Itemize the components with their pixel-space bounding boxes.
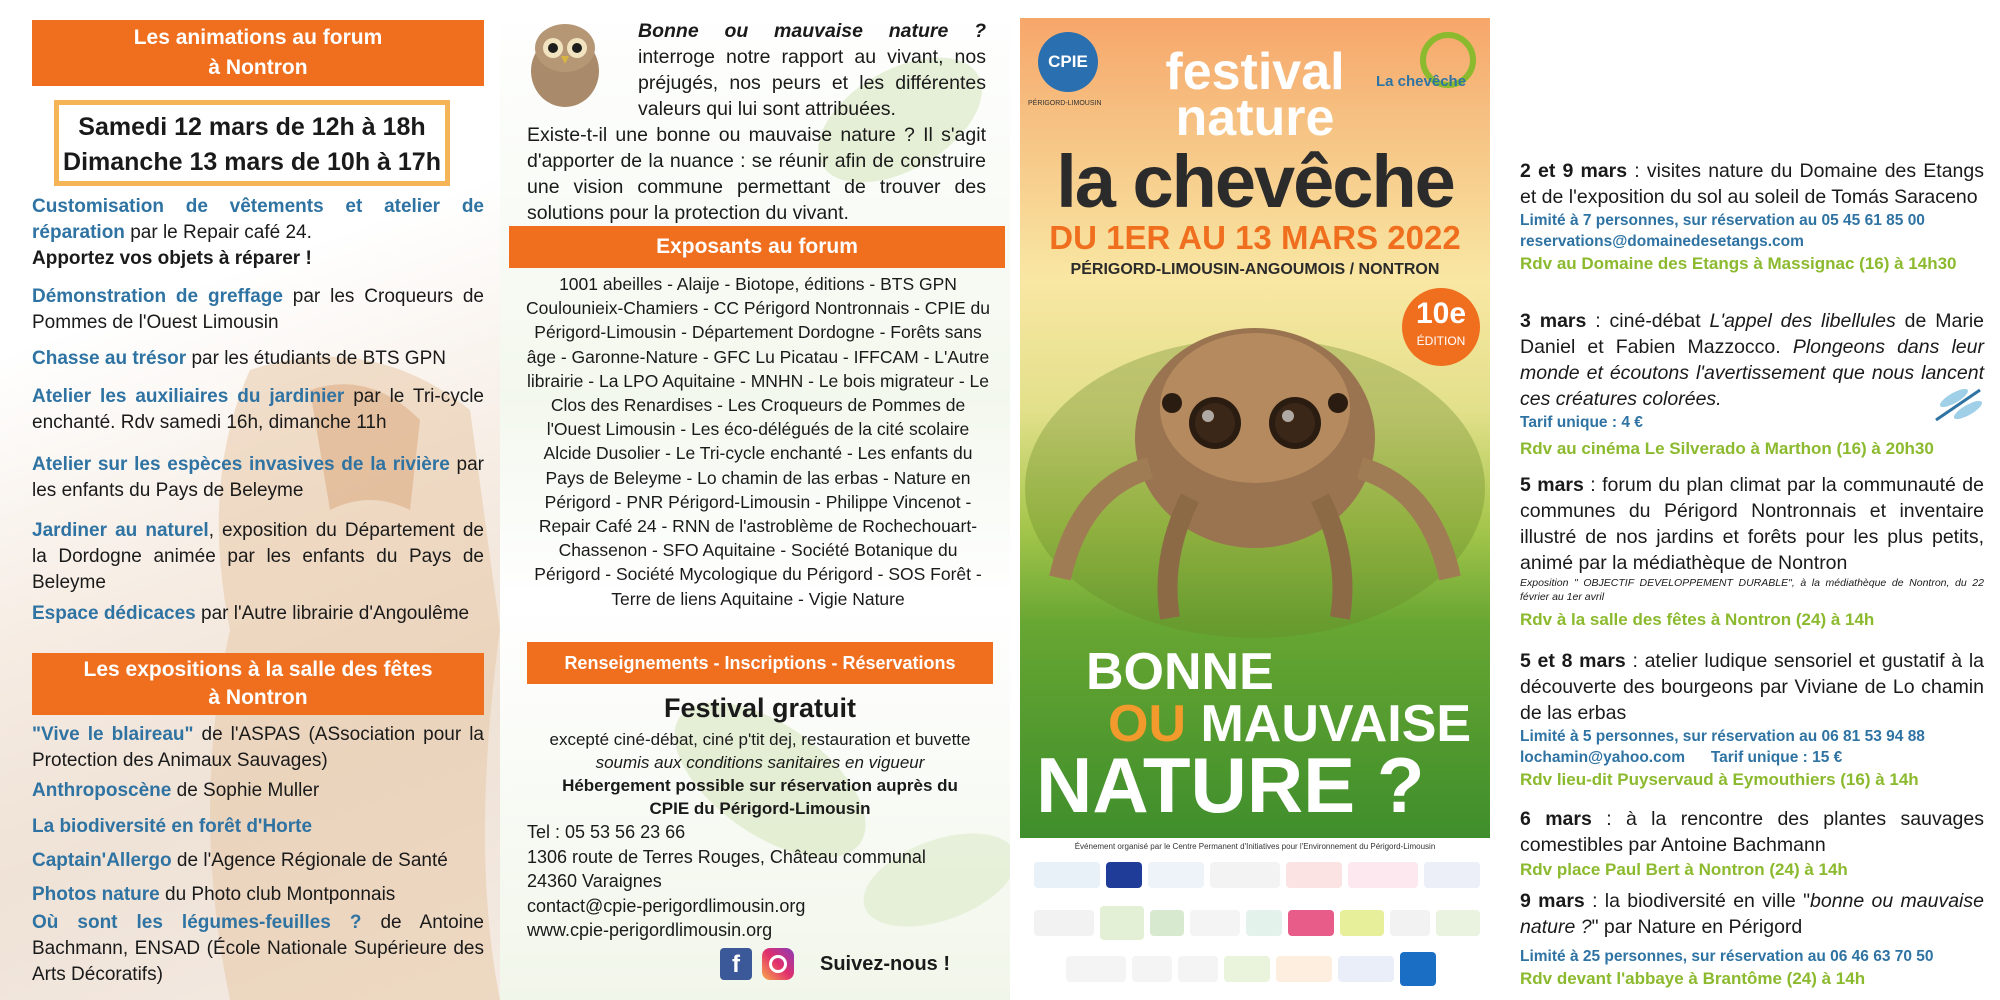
event-desc: : à la rencontre des plantes sauvages comestibles par Antoine Bachmann <box>1520 808 1984 856</box>
event-date: 2 et 9 mars <box>1520 160 1628 182</box>
intro-question: Bonne ou mauvaise nature ? <box>638 20 986 42</box>
event-biodiversite-ville <box>1520 888 1984 990</box>
slogan-mauvaise: MAUVAISE <box>1200 695 1472 753</box>
sciences-avenir-logo <box>1288 910 1334 936</box>
event-exposition-note: Exposition " OBJECTIF DEVELOPPEMENT DURABLE", à la médiathèque de Nontron, du 22 février au 1er avril <box>1520 577 1984 603</box>
biocoop-logo <box>1224 956 1270 982</box>
event-limit: Limité à 7 personnes, sur réservation au 05 45 61 85 00 <box>1520 212 1925 229</box>
event-desc: : ciné-débat <box>1586 310 1710 332</box>
exposition-item-legumes <box>32 910 484 988</box>
event-desc: : visites nature du Domaine des Etangs et de l'exposition du sol au soleil de Tomás Saraceno <box>1520 160 1984 208</box>
prefet-logo <box>1210 862 1280 888</box>
festival-gratuit: Festival gratuit <box>663 693 857 723</box>
fondation-logo <box>1066 956 1126 982</box>
website-link[interactable]: www.cpie-perigordlimousin.org <box>527 920 773 940</box>
animation-title: Jardiner au naturel <box>32 520 209 541</box>
exposition-title: Captain'Allergo <box>32 850 172 871</box>
event-desc: : la biodiversité en ville " <box>1584 890 1810 912</box>
edition-badge: 10e ÉDITION <box>1402 288 1480 366</box>
event-plantes-sauvages <box>1520 806 1984 881</box>
animation-item-auxiliaires <box>32 384 484 436</box>
column-rendezvous <box>1500 0 2000 1000</box>
instagram-icon[interactable] <box>762 948 794 980</box>
forum-hours-sunday: Dimanche 13 mars de 10h à 17h <box>63 148 441 176</box>
nature-word: nature <box>1175 89 1335 147</box>
organizer-note: Événement organisé par le Centre Permanent d'Initiatives pour l'Environnement du Périgord-Limousin <box>1074 842 1436 851</box>
festival-word: festival <box>1165 43 1345 101</box>
event-rdv: Rdv lieu-dit Puyservaud à Eymouthiers (16) à 14h <box>1520 770 1919 789</box>
event-date: 3 mars <box>1520 310 1587 332</box>
animation-item-greffage <box>32 284 484 336</box>
pnr-logo <box>1100 906 1144 940</box>
expositions-header <box>32 653 484 715</box>
animation-desc: par le Tri-cycle enchanté. Rdv samedi 16h, dimanche 11h <box>32 386 485 433</box>
excepte-line: excepté ciné-débat, ciné p'tit dej, restauration et buvette <box>549 730 971 749</box>
point-info-logo <box>1034 862 1100 888</box>
cpie-logo: CPIE <box>1038 32 1098 92</box>
festival-poster <box>1020 18 1490 838</box>
salamandre-logo <box>1276 956 1332 982</box>
event-forum-climat <box>1520 472 1984 631</box>
owl-illustration <box>515 16 615 110</box>
animation-note: Apportez vos objets à réparer ! <box>32 248 312 269</box>
expositions-header-line1: Les expositions à la salle des fêtes <box>83 658 433 681</box>
event-email-link[interactable]: lochamin@yahoo.com Tarif unique : 15 € <box>1520 749 1843 766</box>
exposition-item-blaireau <box>32 722 484 774</box>
slogan-nature: NATURE ? <box>1036 741 1425 829</box>
la-peyrouse-logo <box>1338 956 1394 982</box>
animation-item-dedicaces <box>32 601 484 627</box>
renseignements-banner: Renseignements - Inscriptions - Réservations <box>527 642 993 684</box>
dordogne-logo <box>1348 862 1418 888</box>
event-date: 6 mars <box>1520 808 1592 830</box>
exposition-title: "Vive le blaireau" <box>32 724 194 745</box>
poster-region: PÉRIGORD-LIMOUSIN-ANGOUMOIS / NONTRON <box>1070 261 1440 278</box>
exposition-desc: de Antoine Bachmann, ENSAD (École Nationale Supérieure des Arts Décoratifs) <box>32 912 484 985</box>
nature-logo <box>1150 910 1184 936</box>
exposition-item-anthroposcene <box>32 778 484 804</box>
forum-hours-box <box>54 100 450 186</box>
film-authors: de Marie Daniel et Fabien Mazzocco. <box>1520 310 1984 358</box>
event-rdv: Rdv place Paul Bert à Nontron (24) à 14h <box>1520 860 1848 879</box>
animation-title: Chasse au trésor <box>32 348 187 369</box>
animation-desc: par l'Autre librairie d'Angoulême <box>195 603 470 624</box>
suivez-nous: Suivez-nous ! <box>820 953 951 975</box>
animation-item-invasives <box>32 452 484 504</box>
mnhn-logo <box>1034 910 1094 936</box>
oafs-logo <box>1424 862 1480 888</box>
exposition-item-allergo <box>32 848 484 874</box>
event-price: Tarif unique : 4 € <box>1520 414 1643 431</box>
eu-flag-logo <box>1106 862 1142 888</box>
leader-logo <box>1148 862 1204 888</box>
contact-email-link[interactable]: contact@cpie-perigordlimousin.org <box>527 895 806 916</box>
event-desc: : atelier ludique sensoriel et gustatif à la découverte des bourgeons par Viviane de Lo chamin de las erbas <box>1520 650 1985 724</box>
address-line1: 1306 route de Terres Rouges, Château communal <box>527 846 926 867</box>
exposition-title: Anthroposcène <box>32 780 172 801</box>
event-bourgeons <box>1520 648 1984 791</box>
exposition-desc: de l'ASPAS (ASsociation pour la Protection des Animaux Sauvages) <box>32 724 484 771</box>
hebergement-line2: CPIE du Périgord-Limousin <box>649 799 871 818</box>
slogan-ou: OU <box>1108 695 1186 753</box>
exposition-title: Où sont les légumes-feuilles ? <box>32 912 362 933</box>
animation-title: Démonstration de greffage <box>32 286 283 307</box>
poster-dates: DU 1ER AU 13 MARS 2022 <box>1049 219 1461 256</box>
intro-paragraph <box>638 18 986 122</box>
event-date: 5 et 8 mars <box>1520 650 1626 672</box>
animation-title: Espace dédicaces <box>32 603 196 624</box>
facebook-icon[interactable]: f <box>720 948 752 980</box>
credit-agricole-logo <box>1246 910 1282 936</box>
film-title: L'appel des libellules <box>1709 310 1896 332</box>
nontron-logo <box>1190 910 1240 936</box>
exposition-item-horte <box>32 814 484 840</box>
animations-header-line2: à Nontron <box>208 56 308 79</box>
dragonfly-icon <box>1928 384 1988 424</box>
bleu-logo <box>1400 952 1436 986</box>
poster-title: la chevêche <box>1056 140 1454 223</box>
tarifs-note <box>527 728 993 820</box>
animation-item-jardiner <box>32 518 484 596</box>
film-tagline: Plongeons dans leur monde et écoutons l'avertissement que nous lancent ces créatures colorées. <box>1520 336 1984 410</box>
animation-title: Atelier sur les espèces invasives de la rivière <box>32 454 450 475</box>
conditions-sanitaires: soumis aux conditions sanitaires en vigueur <box>595 753 925 772</box>
event-rdv: Rdv au Domaine des Etangs à Massignac (16) à 14h30 <box>1520 254 1957 273</box>
nouvelle-aquitaine-logo <box>1286 862 1342 888</box>
event-domaine-etangs <box>1520 158 1984 275</box>
exposition-desc: de Sophie Muller <box>171 780 320 801</box>
event-limit: Limité à 25 personnes, sur réservation au 06 46 63 70 50 <box>1520 948 1934 965</box>
event-rdv: Rdv à la salle des fêtes à Nontron (24) à 14h <box>1520 610 1875 629</box>
exposants-list: 1001 abeilles - Alaije - Biotope, éditions - BTS GPN Coulounieix-Chamiers - CC Périgord Nontronnais - CPIE du Périgord-Limousin - Département Dordogne - Forêts sans âge - Garonne-Nature - GFC Lu Picatau - IFFCAM - L'Autre librairie - La LPO Aquitaine - MNHN - Le bois migrateur - Le Clos des Renardises - Les Croqueurs de Pommes de l'Ouest Limousin - Les éco-délégués de la cité scolaire Alcide Dusolier - Le Tri-cycle enchanté - Les enfants du Pays de Beleyme - Lo chamin de las erbas - Nature en Périgord - PNR Périgord-Limousin - Philippe Vincenot - Repair Café 24 - RNN de l'astroblème de Rochechouart-Chassenon - SFO Aquitaine - Société Botanique du Périgord - Société Mycologique du Périgord - SOS Forêt - Terre de liens Aquitaine - Vigie Nature <box>526 274 990 609</box>
animation-desc: par les étudiants de BTS GPN <box>186 348 446 369</box>
intro-paragraph-2: Existe-t-il une bonne ou mauvaise nature ? Il s'agit d'apporter de la nuance : se réunir afin de construire une vision commune permettant de trouver des solutions pour la protection du vivant. <box>527 124 986 224</box>
contact-block <box>527 820 993 943</box>
animation-title: Atelier les auxiliaires du jardinier <box>32 386 345 407</box>
event-limit: Limité à 5 personnes, sur réservation au 06 81 53 94 88 <box>1520 728 1925 745</box>
event-organizer: " par Nature en Périgord <box>1591 916 1803 938</box>
expositions-header-line2: à Nontron <box>208 686 308 709</box>
animation-desc: par les Croqueurs de Pommes de l'Ouest Limousin <box>32 286 484 333</box>
exposition-title: Photos nature <box>32 884 160 905</box>
hebergement-line1: Hébergement possible sur réservation auprès du <box>562 776 958 795</box>
animation-item-customisation <box>32 194 484 272</box>
event-rdv: Rdv devant l'abbaye à Brantôme (24) à 14h <box>1520 969 1866 988</box>
exposition-title: La biodiversité en forêt d'Horte <box>32 816 313 837</box>
exposition-desc: de l'Agence Régionale de Santé <box>171 850 448 871</box>
animation-desc: par les enfants du Pays de Beleyme <box>32 454 484 501</box>
animation-desc: , exposition du Département de la Dordogne animée par les enfants du Pays de Beleyme <box>32 520 484 593</box>
event-rdv: Rdv au cinéma Le Silverado à Marthon (16) à 20h30 <box>1520 439 1934 458</box>
louis-bellet-logo <box>1178 956 1218 982</box>
event-theme: bonne ou mauvaise nature ? <box>1520 890 1984 938</box>
event-date: 5 mars <box>1520 474 1584 496</box>
partner-logos <box>1020 838 1490 1000</box>
animations-header <box>32 20 484 86</box>
intro-text: interroge notre rapport au vivant, nos préjugés, nos peurs et les différentes valeurs qui lui sont attribuées. <box>638 46 986 120</box>
animations-header-line1: Les animations au forum <box>133 26 383 49</box>
dsm-logo <box>1340 910 1384 936</box>
libellule-logo <box>1132 956 1172 982</box>
event-desc: : forum du plan climat par la communauté de communes du Périgord Nontronnais et inventaire illustré de nos jardins et forêts pour les plus petits, animé par la médiathèque de Nontron <box>1520 474 1984 574</box>
la-hulotte-logo <box>1390 910 1430 936</box>
event-cine-debat <box>1520 308 1984 460</box>
animation-desc: par le Repair café 24. <box>124 222 312 243</box>
event-date: 9 mars <box>1520 890 1585 912</box>
exposition-item-photos <box>32 882 484 908</box>
forum-hours-saturday: Samedi 12 mars de 12h à 18h <box>78 113 426 141</box>
slogan-bonne: BONNE <box>1086 643 1274 701</box>
sponsor-logo <box>1436 910 1480 936</box>
event-email-link[interactable]: reservations@domainedesetangs.com <box>1520 233 1804 250</box>
la-cheveche-logo: La chevêche <box>1376 32 1476 112</box>
exposition-desc: du Photo club Montponnais <box>159 884 396 905</box>
cpie-logo-subtitle: PÉRIGORD-LIMOUSIN <box>1028 100 1102 107</box>
animation-title: Customisation de vêtements et atelier de réparation <box>32 196 484 243</box>
animation-item-chasse <box>32 346 484 372</box>
exposants-header: Exposants au forum <box>509 226 1005 268</box>
address-line2: 24360 Varaignes <box>527 871 662 891</box>
phone-number: Tel : 05 53 56 23 66 <box>527 822 686 842</box>
